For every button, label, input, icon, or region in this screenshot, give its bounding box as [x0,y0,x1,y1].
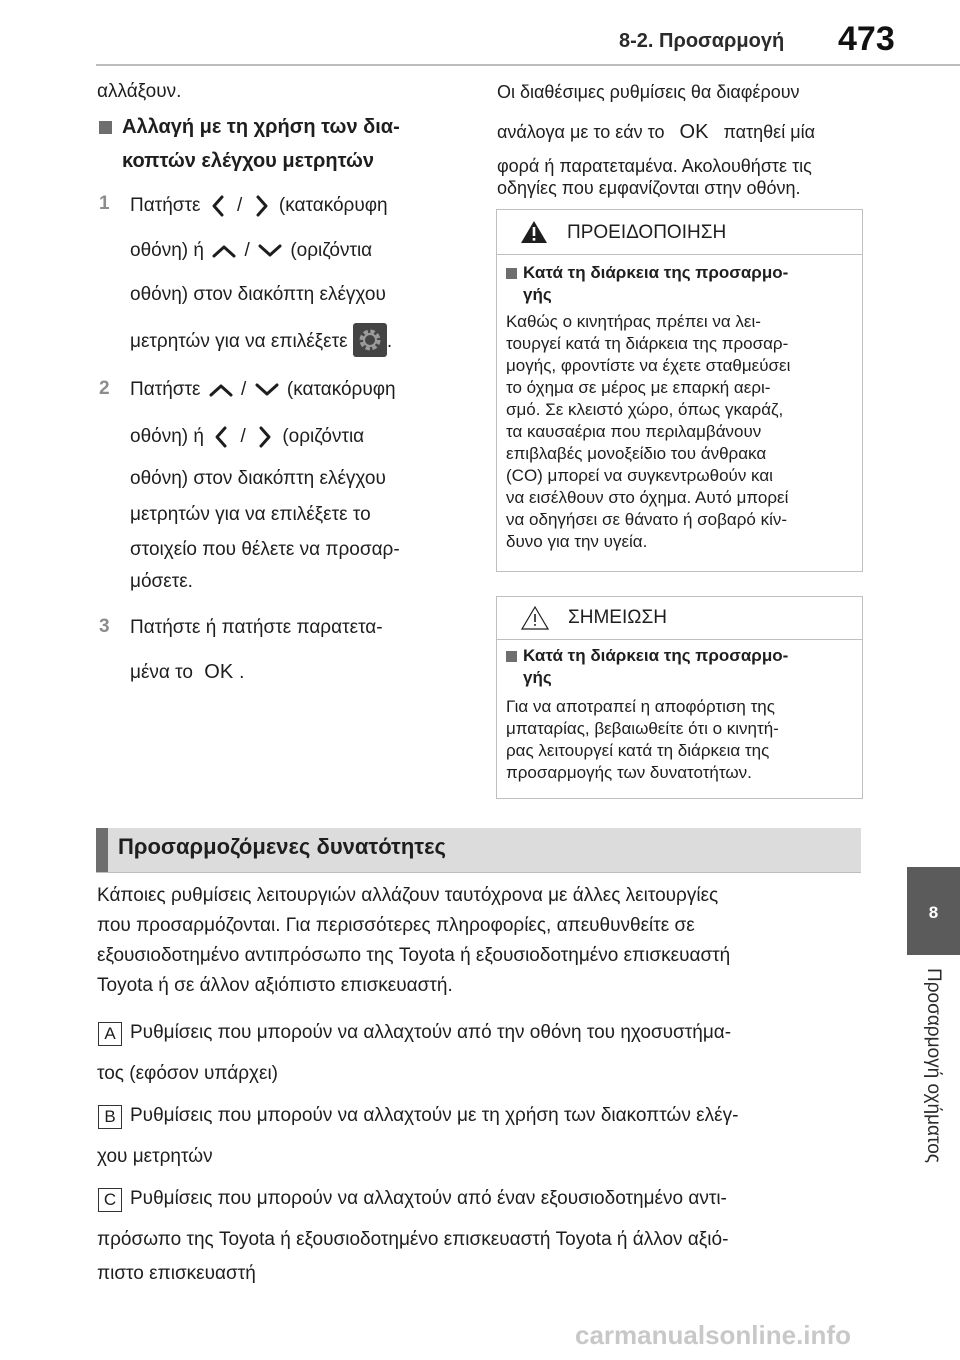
chapter-number: 8 [928,903,939,922]
warning-marker [506,268,517,279]
letter-c-box: C [98,1188,122,1212]
warning-box [496,209,863,572]
item-c-line-1: Ρυθμίσεις που μπορούν να αλλαχτούν από έναν εξουσιοδοτημένο αντι- [130,1188,727,1209]
caution-outline-icon [521,605,549,631]
warning-line: Καθώς ο κινητήρας πρέπει να λει- [506,312,761,331]
note-line: μπαταρίας, βεβαιωθείτε ότι ο κινητή- [506,719,779,738]
section-para-line: Κάποιες ρυθμίσεις λειτουργιών αλλάζουν ταυτόχρονα με άλλες λειτουργίες [97,885,719,906]
heading-line-2: κοπτών ελέγχου μετρητών [122,150,375,172]
warning-title: ΠΡΟΕΙΔΟΠΟΙΗΣΗ [567,222,727,243]
step-1-text-b: (κατακόρυφη [278,195,388,217]
note-box [496,596,863,799]
letter-a-box: A [98,1022,122,1046]
letter-b-box: B [98,1105,122,1129]
step-2-number: 2 [99,378,110,399]
step-1-slash: / [237,195,243,217]
note-title: ΣΗΜΕΙΩΣΗ [568,607,667,628]
note-line: ρας λειτουργεί κατά τη διάρκεια της [506,741,770,760]
warning-line: τα καυσαέρια που περιλαμβάνουν [506,422,762,441]
warning-subheading-1: Κατά τη διάρκεια της προσαρμο- [523,263,789,282]
right-para-line-2 [497,120,815,144]
section-para-line: Toyota ή σε άλλον αξιόπιστο επισκευαστή. [97,975,453,996]
note-line: προσαρμογής των δυνατοτήτων. [506,763,752,782]
item-a-line-2: τος (εφόσον υπάρχει) [97,1063,279,1084]
watermark: carmanualsonline.info [575,1320,851,1350]
warning-line: τουργεί κατά τη διάρκεια της προσαρ- [506,334,789,353]
step-1-text-a: Πατήστε [130,195,201,217]
step-1-line-3: οθόνη) στον διακόπτη ελέγχου [130,284,386,305]
warning-line: μογής, φροντίστε να έχετε σταθμεύσει [506,356,791,375]
heading-marker [99,121,112,139]
step-2-line-2 [130,424,364,450]
step-2-line-3: οθόνη) στον διακόπτη ελέγχου [130,468,386,489]
section-para-line: εξουσιοδοτημένο αντιπρόσωπο της Toyota ή εξουσιοδοτημένο επισκευαστή [97,945,731,966]
ok-button-label: OK [204,661,234,683]
step-2-line-4: μετρητών για να επιλέξετε το [130,504,371,525]
chevron-left-icon [209,424,235,450]
warning-line: επιβλαβές μονοξείδιο του άνθρακα [506,444,767,463]
step-1-line-2 [130,239,372,263]
step-3-line-2-end: . [239,662,245,683]
page-number: 473 [838,20,895,58]
step-2-line-1 [130,378,396,402]
step-2-line-6: μόσετε. [130,571,193,592]
chevron-down-icon [252,379,282,401]
item-c-line-3: πιστο επισκευαστή [97,1263,256,1284]
step-1-line-4-text: μετρητών για να επιλέξετε [130,331,348,353]
step-3-line-2 [130,660,244,685]
step-3-number: 3 [99,616,110,637]
step-1-number: 1 [99,193,110,214]
gear-icon [353,323,387,357]
heading-line-1: Αλλαγή με τη χρήση των δια- [122,116,400,138]
step-1-line-1 [130,193,388,219]
chevron-down-icon [255,240,285,262]
chevron-up-icon [206,379,236,401]
note-header [497,597,862,640]
right-para-line-1: Οι διαθέσιμες ρυθμίσεις θα διαφέρουν [497,82,800,102]
step-1-line-2-b: (οριζόντια [290,240,373,261]
chapter-label: Προσαρμογή οχήματος [923,968,944,1163]
item-b-line-2: χου μετρητών [97,1146,213,1167]
warning-line: σμό. Σε κλειστό χώρο, όπως γκαράζ, [506,400,784,419]
chapter-label-wrap [922,968,952,1218]
section-para-line: που προσαρμόζονται. Για περισσότερες πληροφορίες, απευθυνθείτε σε [97,915,695,936]
warning-subheading-2: γής [523,285,552,304]
section-header: 8-2. Προσαρμογή [619,30,785,52]
warning-line: να οδηγήσει σε θάνατο ή σοβαρό κίν- [506,510,788,529]
item-a-line-1: Ρυθμίσεις που μπορούν να αλλαχτούν από την οθόνη του ηχοσυστήμα- [130,1022,732,1043]
section-title: Προσαρμοζόμενες δυνατότητες [118,834,446,859]
chevron-right-icon [251,424,277,450]
intro-text: αλλάξουν. [97,81,182,102]
item-c-line-2: πρόσωπο της Toyota ή εξουσιοδοτημένο επισκευαστή Toyota ή άλλον αξιό- [97,1229,729,1250]
step-3-line-1: Πατήστε ή πατήστε παρατετα- [130,617,383,638]
right-para-line-2-a: ανάλογα με το εάν το [497,122,665,142]
warning-line: το όχημα σε μέρος με επαρκή αερι- [506,378,771,397]
step-2-line-5: στοιχείο που θέλετε να προσαρ- [130,539,400,560]
step-3-line-2-a: μένα το [130,662,193,683]
item-b-line-1: Ρυθμίσεις που μπορούν να αλλαχτούν με τη χρήση των διακοπτών ελέγ- [130,1105,739,1126]
step-2-line-2-a: οθόνη) ή [130,426,204,448]
step-2-line-2-b: (οριζόντια [282,426,365,448]
step-1-line-2-a: οθόνη) ή [130,240,204,261]
step-2-slash: / [241,379,247,400]
chapter-tab [907,867,960,955]
warning-line: δυνο για την υγεία. [506,532,648,551]
warning-line: (CO) μπορεί να συγκεντρωθούν και [506,466,773,485]
note-line: Για να αποτραπεί η αποφόρτιση της [506,697,775,716]
note-marker [506,651,517,662]
step-1-slash-2: / [244,240,250,261]
right-para-line-3: φορά ή παρατεταμένα. Ακολουθήστε τις [497,156,812,176]
note-subheading-1: Κατά τη διάρκεια της προσαρμο- [523,646,789,665]
note-subheading-2: γής [523,668,552,687]
warning-line: να εισέλθουν στο όχημα. Αυτό μπορεί [506,488,789,507]
step-1-line-4 [130,325,392,359]
chevron-up-icon [209,240,239,262]
step-1-line-4-end: . [386,331,393,353]
chevron-left-icon [206,193,232,219]
right-para-line-2-b: πατηθεί μία [723,122,815,142]
step-2-text-a: Πατήστε [130,379,201,400]
right-para-line-4: οδηγίες που εμφανίζονται στην οθόνη. [497,178,801,198]
section-divider [96,872,861,873]
step-2-text-b: (κατακόρυφη [286,379,396,400]
warning-header [497,210,862,255]
step-2-slash-2: / [240,426,246,448]
section-bar-accent [96,828,108,872]
chevron-right-icon [248,193,274,219]
ok-label: OK [679,121,709,143]
header-divider [96,64,960,66]
warning-icon [520,219,548,245]
